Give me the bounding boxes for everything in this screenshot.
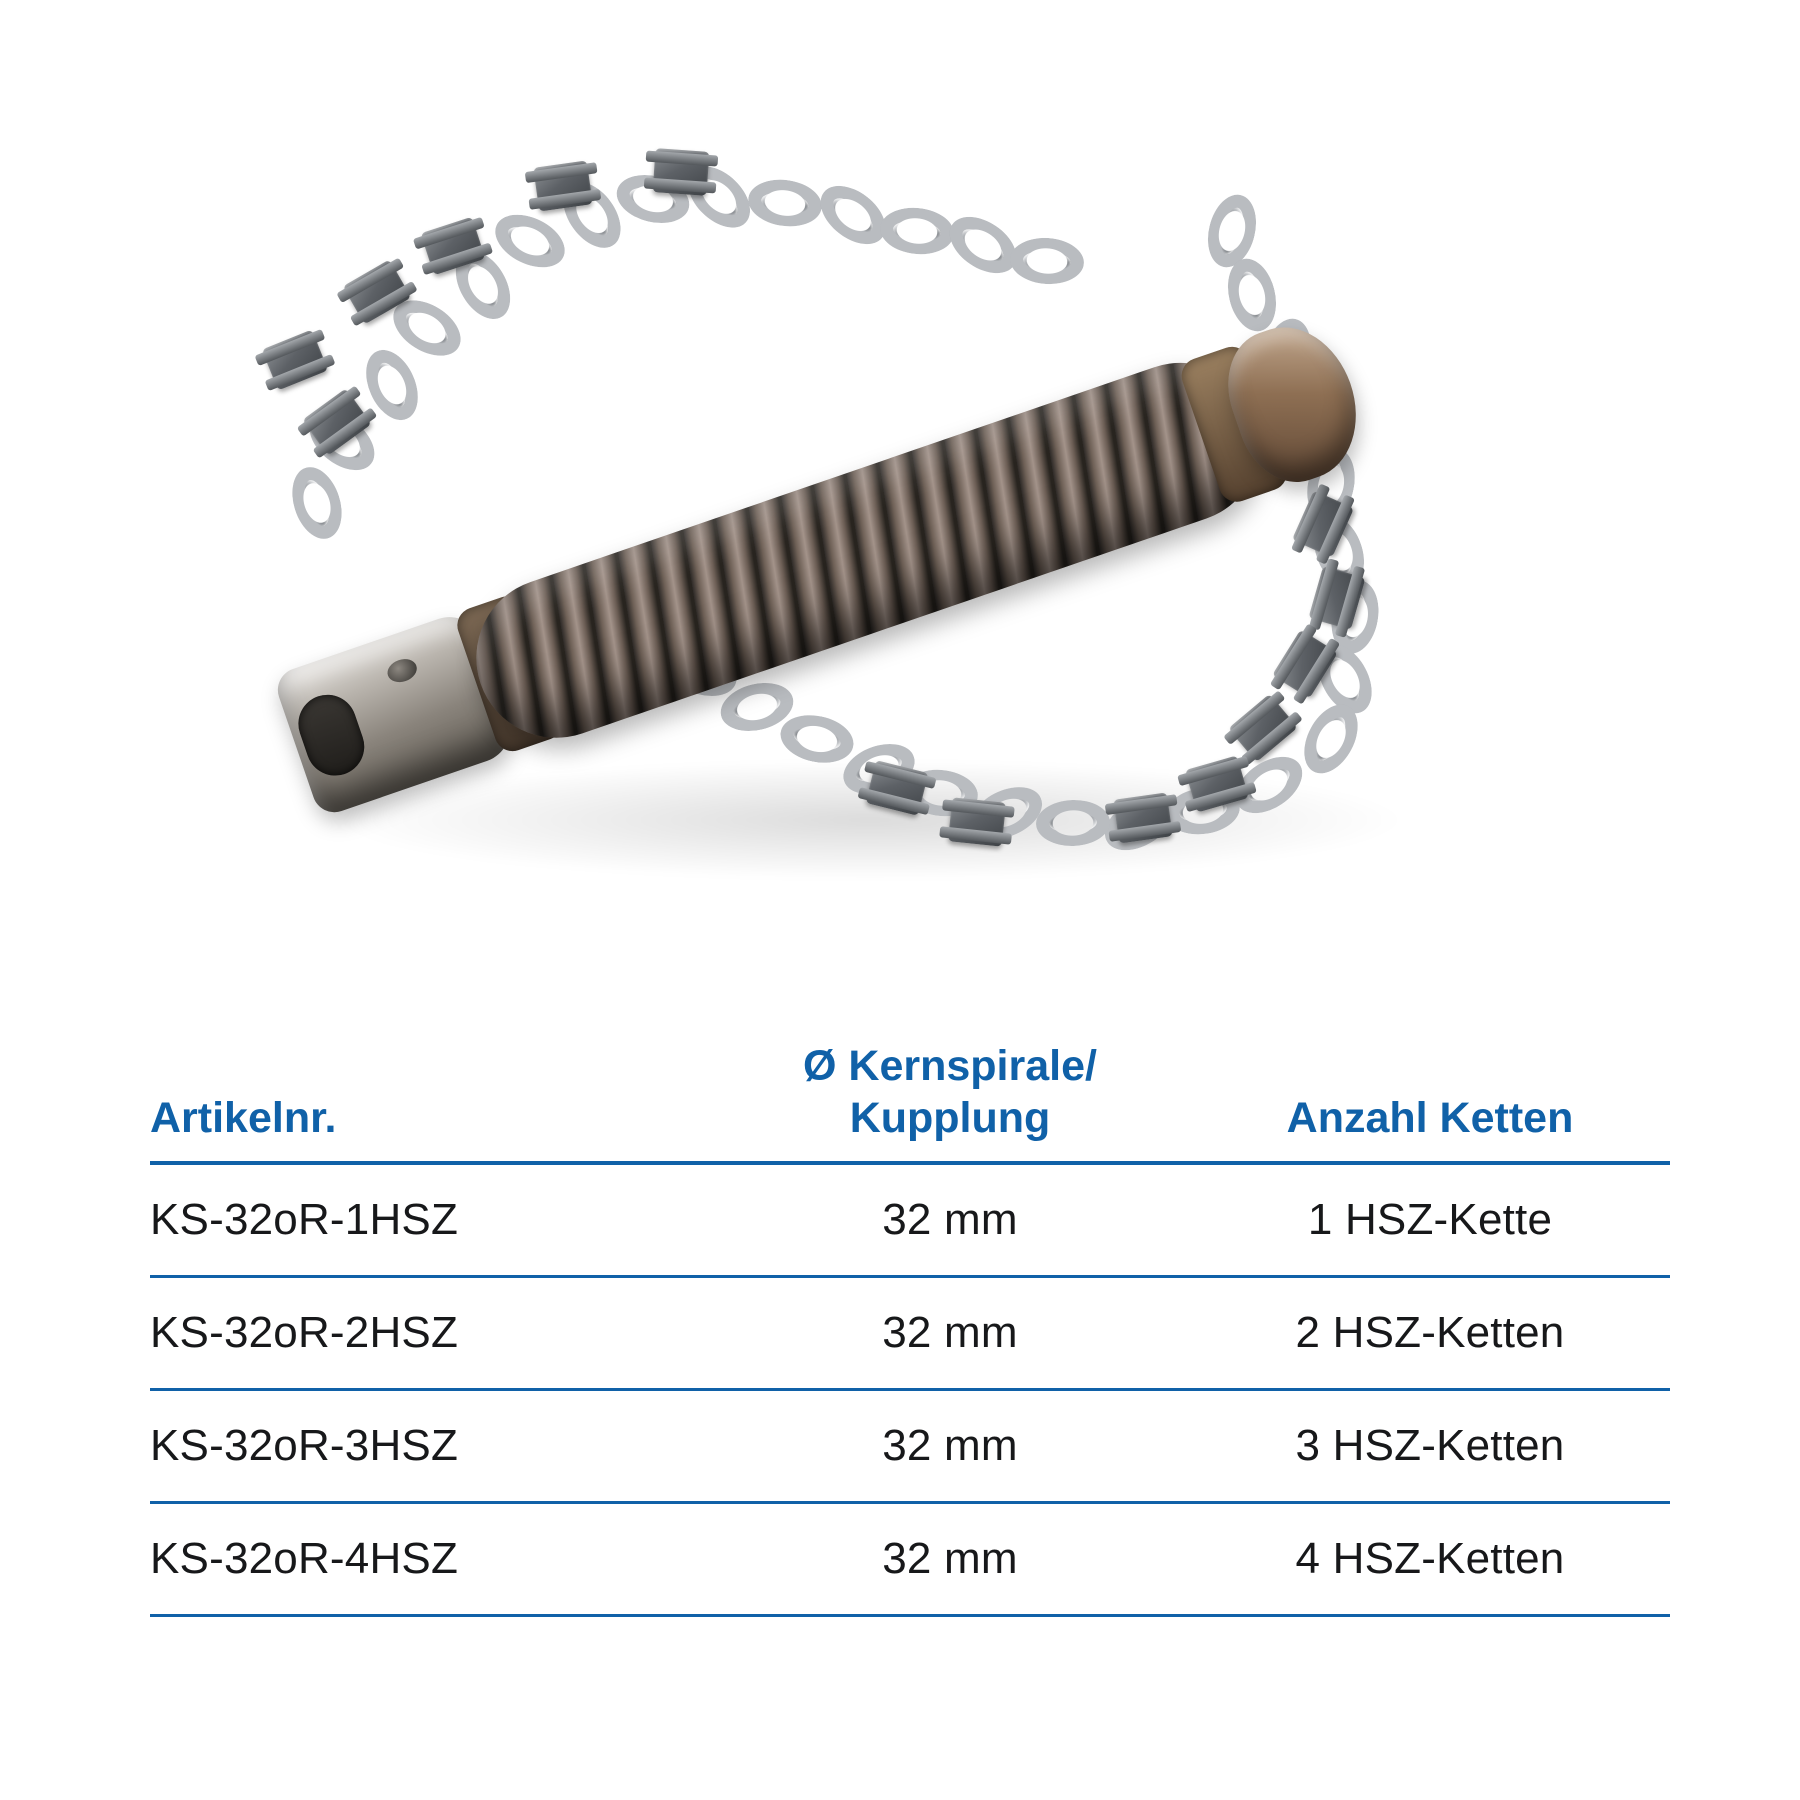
kupplung-pinhole: [384, 655, 420, 686]
chain-link: [284, 461, 351, 546]
column-header-durchmesser-line1: Ø Kernspirale/: [803, 1042, 1097, 1090]
cell-anzahl-ketten: 3 HSZ-Ketten: [1190, 1389, 1670, 1502]
cell-anzahl-ketten: 4 HSZ-Ketten: [1190, 1502, 1670, 1615]
carbide-cutter: [948, 797, 1006, 846]
cell-durchmesser: 32 mm: [710, 1389, 1190, 1502]
carbide-cutter: [865, 760, 928, 816]
carbide-cutter: [533, 160, 593, 211]
table-row: [150, 1389, 1670, 1502]
chain-link: [810, 174, 897, 256]
cell-artikelnr: KS-32oR-4HSZ: [150, 1502, 710, 1615]
column-header-durchmesser-line2: Kupplung: [849, 1094, 1051, 1143]
table-head: [150, 1040, 1670, 1163]
carbide-cutter: [1113, 792, 1173, 843]
table-header-row: [150, 1040, 1670, 1163]
table-row: [150, 1276, 1670, 1389]
carbide-cutter: [1228, 694, 1298, 762]
carbide-cutter: [262, 329, 329, 390]
cell-anzahl-ketten: 1 HSZ-Kette: [1190, 1163, 1670, 1277]
chain-link: [745, 175, 825, 231]
table-row: [150, 1502, 1670, 1615]
table-body: [150, 1163, 1670, 1616]
chain-link: [1035, 799, 1111, 848]
cell-artikelnr: KS-32oR-1HSZ: [150, 1163, 710, 1277]
cell-durchmesser: 32 mm: [710, 1163, 1190, 1277]
cell-artikelnr: KS-32oR-3HSZ: [150, 1389, 710, 1502]
cell-durchmesser: 32 mm: [710, 1502, 1190, 1615]
chain-link: [776, 709, 858, 769]
chain-link: [878, 204, 956, 257]
chain-link: [939, 205, 1026, 285]
chain-link: [487, 204, 574, 278]
carbide-cutter: [653, 148, 710, 196]
column-header-anzahl-ketten: Anzahl Ketten: [1190, 1040, 1670, 1163]
column-header-durchmesser: [710, 1040, 1190, 1163]
cell-anzahl-ketten: 2 HSZ-Ketten: [1190, 1276, 1670, 1389]
column-header-artikelnr: Artikelnr.: [150, 1040, 710, 1163]
specification-table: [150, 1040, 1670, 1617]
cell-durchmesser: 32 mm: [710, 1276, 1190, 1389]
table-row: [150, 1163, 1670, 1277]
cell-artikelnr: KS-32oR-2HSZ: [150, 1276, 710, 1389]
chain-link: [1008, 235, 1085, 286]
